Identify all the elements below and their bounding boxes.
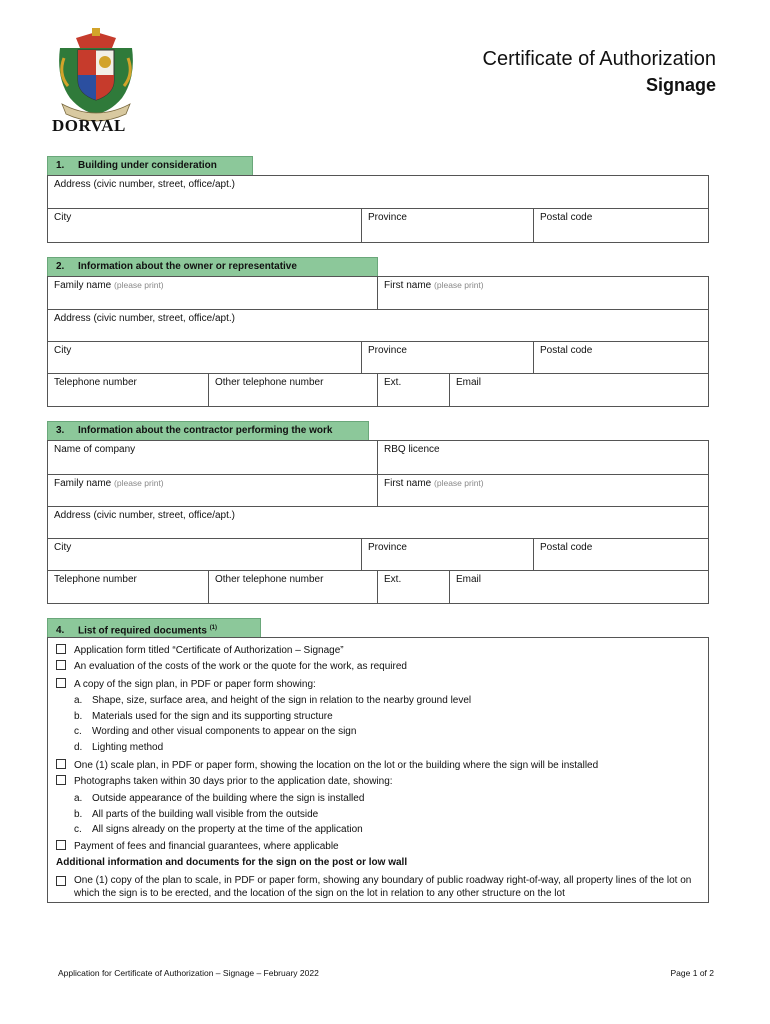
doc-item-text: Photographs taken within 30 days prior to the application date, showing: [74, 776, 393, 787]
s3-company-label: Name of company [54, 444, 136, 455]
s3-address-field[interactable] [48, 507, 708, 539]
s2-address-label: Address (civic number, street, office/apt.) [54, 313, 236, 324]
s3-postal-label: Postal code [540, 542, 593, 553]
doc-item[interactable] [56, 660, 698, 673]
s2-city-label: City [54, 345, 72, 356]
org-name: DORVAL [52, 116, 126, 135]
doc-item[interactable] [56, 874, 698, 900]
sub-text: Wording and other visual components to appear on the sign [92, 726, 357, 737]
s3-name-row [48, 474, 708, 507]
plan-sub-item [74, 742, 698, 753]
s2-family-hint: (please print) [114, 280, 164, 290]
s2-first-label: First name [384, 280, 432, 291]
s1-address-field[interactable] [48, 176, 708, 208]
s2-name-row [48, 277, 708, 309]
s2-address-row [48, 309, 708, 342]
section-3-title: Information about the contractor performing the work [78, 425, 333, 436]
s3-province-label: Province [368, 542, 407, 553]
section-1-title: Building under consideration [78, 160, 217, 171]
checkbox[interactable] [56, 678, 66, 688]
photo-sub-item [74, 793, 698, 804]
footer-document-info: Application for Certificate of Authorization – Signage – February 2022 [58, 968, 319, 978]
s3-city-label: City [54, 542, 72, 553]
section-3-form [47, 440, 709, 604]
s2-city-field[interactable] [48, 342, 361, 374]
s2-family-label: Family name [54, 280, 112, 291]
s1-city-row [48, 208, 708, 242]
doc-item-text: A copy of the sign plan, in PDF or paper form showing: [74, 679, 316, 690]
s3-city-row [48, 538, 708, 571]
checkbox[interactable] [56, 660, 66, 670]
s3-family-name-field[interactable] [48, 475, 377, 507]
s2-city-row [48, 341, 708, 374]
s3-rbq-field[interactable] [377, 441, 708, 474]
s3-address-label: Address (civic number, street, office/apt.) [54, 510, 236, 521]
doc-item-text: One (1) scale plan, in PDF or paper form, showing the location on the lot or the building where the sign will be installed [74, 760, 599, 771]
sub-text: All signs already on the property at the time of the application [92, 824, 363, 835]
s2-first-name-field[interactable] [377, 277, 708, 309]
page-subtitle: Signage [645, 75, 716, 95]
s2-email-field[interactable] [449, 374, 708, 406]
section-3-number: 3. [56, 425, 65, 436]
s3-province-field[interactable] [361, 539, 533, 571]
section-1-form [47, 175, 709, 243]
checkbox[interactable] [56, 759, 66, 769]
s2-other-phone-label: Other telephone number [215, 377, 324, 388]
s3-email-label: Email [456, 574, 482, 585]
section-2-header [47, 257, 378, 276]
s1-province-label: Province [368, 212, 407, 223]
s2-email-label: Email [456, 377, 482, 388]
s3-family-hint: (please print) [114, 478, 164, 488]
s3-first-hint: (please print) [434, 478, 484, 488]
doc-item[interactable] [56, 644, 698, 657]
s2-family-name-field[interactable] [48, 277, 377, 309]
s2-province-field[interactable] [361, 342, 533, 374]
section-2-form [47, 276, 709, 407]
section-1-header [47, 156, 253, 175]
doc-item[interactable] [56, 840, 698, 853]
sub-text: Outside appearance of the building where the sign is installed [92, 793, 365, 804]
s2-province-label: Province [368, 345, 407, 356]
doc-item-text: Application form titled “Certificate of Authorization – Signage” [74, 645, 344, 656]
doc-item[interactable] [56, 678, 698, 691]
s1-city-field[interactable] [48, 209, 361, 242]
sub-letter: b. [74, 809, 83, 820]
s1-city-label: City [54, 212, 72, 223]
footer-page-number: Page 1 of 2 [670, 968, 714, 978]
s3-rbq-label: RBQ licence [384, 444, 440, 455]
s2-first-hint: (please print) [434, 280, 484, 290]
s3-phone-label: Telephone number [54, 574, 137, 585]
s3-first-label: First name [384, 478, 432, 489]
s3-ext-field[interactable] [377, 571, 449, 603]
documents-list [47, 637, 709, 903]
s3-other-phone-label: Other telephone number [215, 574, 324, 585]
s3-ext-label: Ext. [384, 574, 402, 585]
doc-item-text: One (1) copy of the plan to scale, in PDF or paper form, showing any boundary of public roadway right-of-way, all property lines of the lot on which the sign is to be erected, and the location of the sign on the lot in relation to any other structure on the lot [74, 875, 692, 899]
s1-address-row [48, 176, 708, 208]
s2-other-phone-field[interactable] [208, 374, 377, 406]
additional-info-title: Additional information and documents for the sign on the post or low wall [56, 857, 408, 868]
s3-family-label: Family name [54, 478, 112, 489]
s2-postal-field[interactable] [533, 342, 708, 374]
sub-letter: b. [74, 711, 83, 722]
section-4-note-mark: (1) [209, 625, 218, 631]
section-2-title: Information about the owner or representative [78, 261, 297, 272]
section-3-header [47, 421, 369, 440]
page-title: Certificate of Authorization [482, 48, 716, 70]
photo-sub-item [74, 809, 698, 820]
checkbox[interactable] [56, 840, 66, 850]
s2-phone-field[interactable] [48, 374, 208, 406]
sub-letter: c. [74, 824, 82, 835]
s3-phone-row [48, 570, 708, 603]
sub-letter: a. [74, 793, 83, 804]
s3-company-row [48, 441, 708, 474]
section-4-title: List of required documents [78, 625, 207, 637]
section-2-number: 2. [56, 261, 65, 272]
sub-letter: c. [74, 726, 82, 737]
s3-phone-field[interactable] [48, 571, 208, 603]
plan-sub-item [74, 726, 698, 737]
sub-text: Shape, size, surface area, and height of the sign in relation to the nearby ground level [92, 695, 472, 706]
plan-sub-item [74, 711, 698, 722]
s2-address-field[interactable] [48, 310, 708, 342]
sub-letter: a. [74, 695, 83, 706]
s2-phone-row [48, 373, 708, 406]
doc-item[interactable] [56, 759, 698, 772]
doc-item[interactable] [56, 775, 698, 788]
s1-postal-field[interactable] [533, 209, 708, 242]
s3-first-name-field[interactable] [377, 475, 708, 507]
checkbox[interactable] [56, 644, 66, 654]
s2-postal-label: Postal code [540, 345, 593, 356]
sub-text: Lighting method [92, 742, 164, 753]
title-block [483, 48, 716, 96]
doc-item-text: An evaluation of the costs of the work or the quote for the work, as required [74, 661, 407, 672]
photo-sub-item [74, 824, 698, 835]
s1-province-field[interactable] [361, 209, 533, 242]
s3-email-field[interactable] [449, 571, 708, 603]
sub-text: All parts of the building wall visible from the outside [92, 809, 319, 820]
s3-address-row [48, 506, 708, 539]
s2-phone-label: Telephone number [54, 377, 137, 388]
s3-city-field[interactable] [48, 539, 361, 571]
section-4-header [47, 618, 261, 637]
s3-postal-field[interactable] [533, 539, 708, 571]
section-4-number: 4. [56, 625, 65, 637]
checkbox[interactable] [56, 775, 66, 785]
s1-address-label: Address (civic number, street, office/apt.) [54, 179, 236, 190]
section-1-number: 1. [56, 160, 65, 171]
checkbox[interactable] [56, 876, 66, 886]
s3-company-field[interactable] [48, 441, 377, 474]
doc-item-text: Payment of fees and financial guarantees, where applicable [74, 841, 339, 852]
s3-other-phone-field[interactable] [208, 571, 377, 603]
s1-postal-label: Postal code [540, 212, 593, 223]
s2-ext-label: Ext. [384, 377, 402, 388]
sub-text: Materials used for the sign and its supporting structure [92, 711, 333, 722]
plan-sub-item [74, 695, 698, 706]
sub-letter: d. [74, 742, 83, 753]
s2-ext-field[interactable] [377, 374, 449, 406]
